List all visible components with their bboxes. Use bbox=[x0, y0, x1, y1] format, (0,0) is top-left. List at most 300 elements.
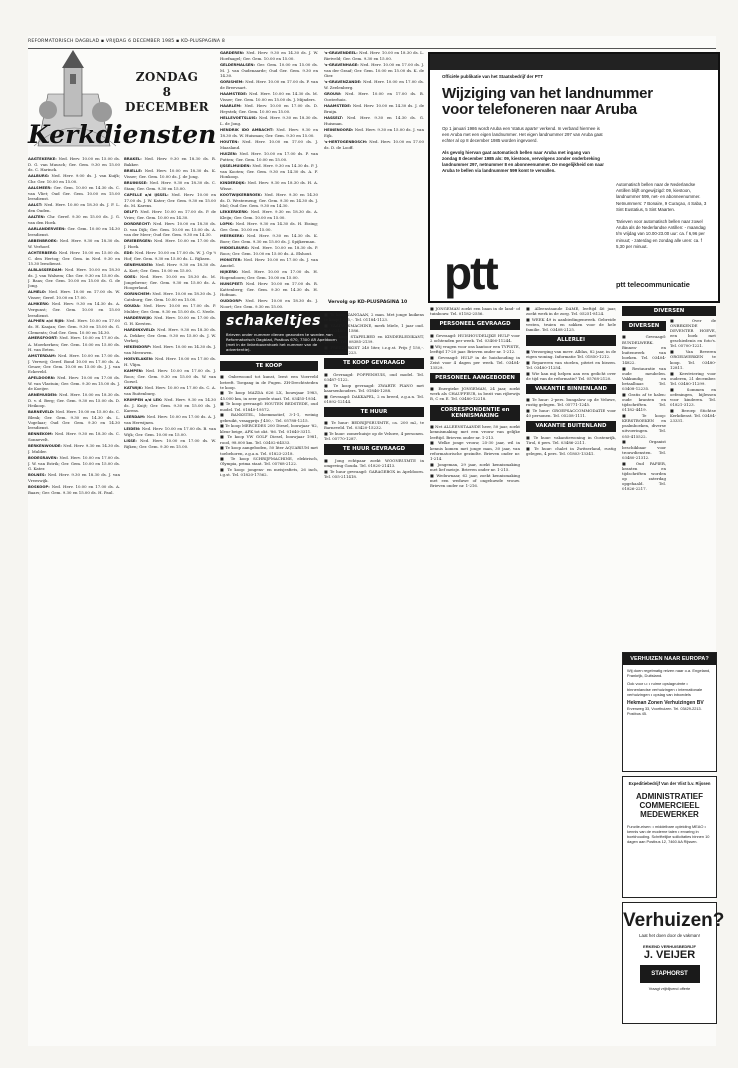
ptt-paragraph-2: Als gevolg hiervan gaat automatisch bellen naar Aruba met ingang van zondag 8 december 1985 als: 09, kiestoon, vervolgens zonder onderbreking landnummer 297, netnummer 8 en abonneenummer. De mogelijkheid om naar Aruba te bellen via landnummer 599 komt te vervallen. bbox=[442, 149, 605, 174]
place-name: NIJKERK: bbox=[220, 270, 242, 275]
service-times: Ned. Herv. 10.00 en 18.30 ds. L. Rietveld; Ger. Gem. 9.30 en 15.00. bbox=[324, 50, 424, 62]
service-times: Ned. Herv. 9.30 en 14.30 ds. H. Eising; Ger. Gem. 10.00 en 15.00. bbox=[220, 221, 318, 233]
place-name: AARLANDERVEEN: bbox=[28, 227, 68, 232]
place-name: HAAMSTEDE: bbox=[324, 104, 353, 109]
service-entry bbox=[124, 209, 216, 220]
service-entry bbox=[28, 289, 120, 300]
service-entry bbox=[220, 209, 318, 220]
classified-ad: ■ Weduwnaar, 62 jaar, zoekt kennismaking met een weduwe of ongehuwde vrouw. Brieven onder nr. 1-216. bbox=[430, 472, 520, 488]
service-entry bbox=[28, 392, 120, 408]
service-times: Ned. Herv. 10.00 en 17.00 ds. B. van Wijk; Ger. Gem. 10.00 en 15.00. bbox=[124, 426, 216, 438]
classified-ad: ■ Onbewoond tot kunst, leest een Voerveld betreft. Toegang in de Fugen. ZH-Drechtsteden te koop. bbox=[220, 374, 318, 390]
service-entry bbox=[28, 226, 120, 237]
classified-column-1 bbox=[220, 358, 318, 1046]
place-name: KINDERDIJK: bbox=[220, 181, 248, 186]
place-name: EDE: bbox=[124, 251, 136, 256]
service-entry bbox=[124, 315, 216, 326]
verhuizen-subtitle: Laat het doen door de vakman! bbox=[639, 933, 700, 938]
service-times: Ned. Herv. 10.00 en 17.00 ds. C. A. van Ruitenburg. bbox=[124, 385, 216, 397]
service-times: Ned. Herv. 10.00 en 18.30 ds. J. van Walsem; Chr. Ger. 9.30 en 15.00 ds. J. Baas; Ger. Gem. 10.00 en 15.00 ds. G. de Jong. bbox=[28, 267, 120, 289]
classified-ad: ■ Te koop gevraagd: ZWARTE PIANO met kaarsenhouders. Tel. 01846-1288. bbox=[324, 382, 424, 393]
service-entry bbox=[28, 250, 120, 266]
verhuizen-ad bbox=[622, 902, 725, 1024]
service-times: Ned. Herv. 10.00 en 17.00 ds. W. Rijken; Ger. Gem. 9.30 en 15.00. bbox=[124, 438, 216, 450]
service-times: Ned. Herv. 10.00 en 17.00 ds. H. Kaajan; Ger. Gem. 9.30 en 15.00 ds. G. Clements; Oud Ger. Gem. 10.00 en 14.30. bbox=[28, 318, 120, 335]
service-times: Ned. Herv. 10.00 en 17.00 ds. J. W. van Estrik; Ger. Gem. 10.00 en 15.00 ds. G. Kater. bbox=[28, 455, 120, 472]
ptt-headline-line-1: Wijziging van het landnummer bbox=[442, 85, 653, 102]
ptt-headline bbox=[442, 86, 712, 118]
classified-column-4 bbox=[526, 306, 616, 1046]
place-name: ABBENBROEK: bbox=[28, 239, 60, 244]
service-entry bbox=[324, 103, 424, 114]
service-times: Ned. Herv. 10.00 en 17.00 ds. J. Hoek. bbox=[124, 238, 216, 250]
classified-ad: ■ Repareren van stoelen, pitriet en biezen. Tel. 03480-11254. bbox=[526, 359, 616, 370]
service-times: Ned. Herv. 9.30 en 14.30 ds. A. Vergunst; Ger. Gem. 10.00 en 15.00 leesdienst. bbox=[28, 301, 120, 318]
classified-ad: ■ Welke jonge vrouw, 25-30 jaar, wil in kennis komen met jonge man, 30 jaar, van reformatorische gezindte. Brieven onder nr. 1-214. bbox=[430, 440, 520, 461]
service-entry bbox=[220, 79, 318, 90]
service-entry bbox=[220, 257, 318, 268]
ptt-right-text bbox=[616, 182, 708, 256]
place-name: HARDERWIJK: bbox=[124, 316, 155, 321]
place-name: GELDERMALSEN: bbox=[220, 62, 257, 67]
classified-ad: ■ WEEK 49 is aanbiedingenweek. Gebreide vesten, truien en sokken voor de hele familie. Tel. 03408-2125. bbox=[526, 316, 616, 333]
service-times: Ned. Herv. 10.00 en 17.00 ds. D. de Looff. bbox=[324, 138, 424, 151]
service-entry bbox=[220, 50, 318, 61]
place-name: LEIDEN: bbox=[124, 427, 142, 432]
service-entry bbox=[28, 185, 120, 201]
ptt-telecom-label: ptt telecommunicatie bbox=[616, 280, 690, 289]
place-name: KOOTWIJKERBROEK: bbox=[220, 193, 265, 198]
ptt-official-label: Officiële publikatie van het Staatsbedrijf der PTT bbox=[442, 74, 544, 79]
service-entry bbox=[324, 115, 424, 126]
service-times: Ned. Herv. 9.30 en 18.30 ds. W. Huisman; Ger. Gem. 9.30 en 15.00. bbox=[220, 127, 318, 139]
section-header: TE HUUR GEVRAAGD bbox=[324, 444, 424, 454]
place-name: ALMKERK: bbox=[28, 302, 52, 307]
service-entry bbox=[220, 115, 318, 126]
service-times: Ned. Herv. 9.30 en 18.30 ds. A. Kleijn; Ger. Gem. 10.00 en 15.00. bbox=[220, 209, 318, 221]
service-times: Ned. Herv. 10.00 en 17.00 ds. J. van der Graaf; Ger. Gem. 10.00 en 15.00 ds. K. de Gier. bbox=[324, 61, 424, 79]
place-name: KAMPEN: bbox=[124, 369, 146, 374]
schakeltjes-note: Brieven onder nummer dienen gezonden te worden aan Reformatorisch Dagblad, Postbus 670, 7300 AR Apeldoorn (met in de linkerbovenhoek het nummer van de advertentie). bbox=[226, 332, 337, 352]
service-times: Ned. Herv. 9.30 en 18.30 ds. A. Dekker; Ger. Gem. 9.30 en 15.00 ds. J. W. Verheij. bbox=[124, 327, 216, 344]
section-header: TE KOOP bbox=[220, 361, 318, 371]
ptt-body bbox=[442, 126, 604, 179]
place-name: HASSELT: bbox=[324, 116, 347, 121]
service-entry bbox=[28, 214, 120, 225]
place-name: ACHTERBERG: bbox=[28, 251, 59, 256]
section-header: TE KOOP GEVRAAGD bbox=[324, 358, 424, 368]
service-entry bbox=[124, 356, 216, 367]
service-times: Ger. Gem. 10.00 en 14.30 leesdienst. bbox=[28, 226, 120, 238]
service-entry bbox=[124, 438, 216, 449]
classified-ad: ■ Sommen en oefeningen, bijlessen voor kinderen. Tel. 01821-3123. bbox=[670, 386, 716, 407]
verhuizen-title: Verhuizen? bbox=[623, 910, 725, 931]
service-entry bbox=[124, 221, 216, 237]
classified-ad: ■ Te huur: zomerhuisje op de Veluwe, 4 personen. Tel. 05770-1287. bbox=[324, 431, 424, 442]
classified-ad: ■ Te huur gevraagd: GARAGEBOX in Apeldoorn. Tel. 055-211418. bbox=[324, 468, 424, 479]
place-name: ALPHEN a/d RIJN: bbox=[28, 319, 67, 324]
classified-ad: ■ Te koop MERCEDES 200 Diesel, bouwjaar '82, kleur beige, APK tot okt. '86. Tel. 01640-3311. bbox=[220, 423, 318, 434]
classified-ad: ■ Restauratie van oude meubelen. Vakkundig en betaalbaar. Tel. 03408-12235. bbox=[622, 365, 666, 392]
service-times: Ned. Herv. 10.00 en 14.30 ds. J. de Bruijn. bbox=[324, 103, 424, 115]
classified-ad: ■ FREEZERKIST 240 liter, i.z.g.st. Prijs ƒ 150,-. Tel. 01858-1223. bbox=[324, 344, 424, 356]
service-times: Ned. Herv. 9.00 ds. J. van Kuijk; Chr. Ger. 10.00 en 15.00. bbox=[28, 173, 120, 185]
ptt-logo: ptt bbox=[444, 247, 497, 299]
service-entry bbox=[124, 385, 216, 396]
place-name: HOUTEN: bbox=[220, 139, 243, 144]
service-entry bbox=[220, 62, 318, 78]
place-name: AMERSFOORT: bbox=[28, 336, 60, 341]
service-times: Ned. Herv. 10.00 en 18.30 ds. J. F. L. den Ouden. bbox=[28, 202, 120, 214]
service-entry bbox=[324, 62, 424, 78]
section-header: TE HUUR bbox=[324, 407, 424, 417]
verhuizen-europa-list: Ook voor u: • ruime opslagruimte • binnenlandse verhuizingen • internationale verhuizingen • opslag van inboedels bbox=[627, 681, 703, 697]
place-name: HAARLEM: bbox=[220, 104, 245, 109]
service-entry bbox=[220, 192, 318, 208]
place-name: BENNEKOM: bbox=[28, 432, 55, 437]
classified-ad: ■ Te huur: 2-pers. bungalow op de Veluwe, rustig gelegen. Tel. 05771-1245. bbox=[526, 397, 616, 408]
place-name: ALBLASSERDAM: bbox=[28, 268, 65, 273]
schakeltjes-title: schakeltjes bbox=[226, 313, 322, 329]
service-times: Ned. Herv. 10.00 en 17.00 ds. W. J. Op 't Hof; Ger. Gem. 9.30 en 15.00 ds. L. Rijksen. bbox=[124, 250, 216, 262]
service-entry bbox=[28, 484, 120, 495]
place-name: 's-HERTOGENBOSCH: bbox=[324, 139, 370, 144]
service-entry bbox=[220, 127, 318, 138]
place-name: ALMELO: bbox=[28, 290, 49, 295]
classified-column-2 bbox=[324, 312, 424, 1046]
place-name: LOPIK: bbox=[220, 222, 236, 227]
place-name: AAGTEKERKE: bbox=[28, 157, 59, 161]
service-entry bbox=[324, 139, 424, 150]
classified-ad: ■ Alleenstaande DAME, leeftijd 46 jaar, zoekt werk in de zorg. Tel. 05251-8124. bbox=[526, 306, 616, 317]
church-column-1 bbox=[28, 156, 120, 1046]
vacancy-company: Expeditiebedrijf Van der Vlist b.v. Rijssen bbox=[628, 781, 711, 786]
verhuizen-city: STAPHORST bbox=[640, 965, 700, 983]
service-times: Ned. Herv. 10.00 en 17.00 ds. P. Mulder; Ger. Gem. 9.30 en 15.00 ds. C. Neele. bbox=[124, 303, 216, 315]
ptt-paragraph-1: Op 1 januari 1986 wordt Aruba een 'status aparte' verkend. In verband hiermee is een Aruba met een eigen landnummer. Het eigen landnummer 297 van Aruba gaat echter al op 8 december 1985 worden ingevoerd. bbox=[442, 126, 603, 144]
service-times: Ned. Herv. 10.00 en 17.00 ds. P. van Putten; Ger. Gem. 10.00 en 15.00. bbox=[220, 150, 318, 163]
service-entry bbox=[324, 127, 424, 138]
service-entry bbox=[28, 431, 120, 442]
classified-ad: ■ Te koop: KERSTBOEKEN en psalmboeken, diverse uitvoeringen. Tel. 055-415522. bbox=[622, 413, 666, 439]
classified-ad: ■ Van Beveren ORGELWERKEN te koop. Tel. 03480-12811. bbox=[670, 349, 716, 370]
place-name: AALST: bbox=[28, 203, 45, 208]
section-header: VAKANTIE BUITENLAND bbox=[526, 421, 616, 431]
place-name: BOSKOOP: bbox=[28, 485, 52, 490]
service-times: Ned. Herv. 10.00 en 17.00 ds. W. van Vlastuin; Ger. Gem. 9.30 en 15.00 ds. J. de Koeijer. bbox=[28, 374, 120, 391]
service-times: Ned. Herv. 10.00 en 17.00 ds. J. Roos; Ger. Gem. 9.30 en 15.00 ds. W. van Gorsel. bbox=[124, 368, 216, 385]
classified-column-5 bbox=[622, 318, 666, 648]
service-entry bbox=[220, 151, 318, 162]
ptt-right-paragraph-2: Tarieven voor automatisch bellen naar zowel Aruba als de Nederlandse Antillen: - maandag t/m vrijdag van 10.00-23.00 uur: ca. f 6,96 per minuut; - zaterdag en zondag alle uren: ca. f 5,30 per minuut. bbox=[616, 219, 706, 249]
classified-ad: ■ Jong echtpaar zoekt WOONRUIMTE in omgeving Gouda. Tel. 01820-21413. bbox=[324, 457, 424, 468]
service-entry bbox=[28, 238, 120, 249]
classified-ad: ■ BANKSTEL, bloemmotief, 3-1-1, weinig gebruikt, vraagprijs ƒ 450,-. Tel. 05788-1215. bbox=[220, 412, 318, 423]
verhuizen-europa-body: Wij doen regelmatig reizen naar o.a. Engeland, Frankrijk, Duitsland. bbox=[627, 668, 711, 679]
place-name: GORINCHEM: bbox=[124, 292, 153, 297]
place-name: BRIELLE: bbox=[124, 168, 145, 173]
verhuizen-europa-title: VERHUIZEN NAAR EUROPA? bbox=[623, 653, 716, 665]
service-entry bbox=[124, 156, 216, 167]
service-entry bbox=[220, 298, 318, 309]
classified-ad: ■ Net ALLEENSTAANDE heer, 50 jaar, zoekt kennismaking met een vrouw van gelijke leeftijd. Brieven onder nr. 1-213. bbox=[430, 424, 520, 440]
place-name: HEINENOORD: bbox=[324, 128, 355, 132]
section-header: ALLERLEI bbox=[526, 335, 616, 345]
service-times: Ned. Herv. 9.30 en 14.30 ds. D. Westerneng; Ger. Gem. 9.30 en 14.30 ds. J. Mol; Oud Ger. Gem. 9.30 en 14.30. bbox=[220, 192, 318, 209]
place-name: HEKENDORP: bbox=[124, 345, 153, 350]
place-name: ARNEMUIDEN: bbox=[28, 392, 60, 397]
service-times: Ned. Herv. 9.30 en 18.30 ds. W. Verhoef. bbox=[28, 238, 120, 250]
ptt-top-bar bbox=[430, 54, 718, 70]
place-name: LISSE: bbox=[124, 439, 141, 444]
service-times: Ned. Herv. 10.00 en 18.30 ds. K. Visser; Ger. Gem. 10.00 ds. J. de Jong. bbox=[124, 167, 216, 180]
place-name: HOEVELAKEN: bbox=[124, 357, 155, 362]
service-times: Ned. Herv. 10.00 en 18.30 ds. J. Catsburg; Ger. Gem. 10.00 en 15.00. bbox=[124, 291, 216, 303]
classified-ad: ■ Te koop aangeboden, 50 liter AQUARIUM met toebehoren, z.g.a.n. Tel. 01823-2318. bbox=[220, 445, 318, 456]
service-entry bbox=[124, 168, 216, 179]
section-header: VAKANTIE BINNENLAND bbox=[526, 384, 616, 394]
service-entry bbox=[28, 318, 120, 334]
place-name: DORDRECHT: bbox=[124, 222, 154, 227]
service-times: Ned. Herv. 10.00 en 18.30 ds. M. Jongebreur; Ger. Gem. 9.30 en 15.00 ds. A. Hoogerland. bbox=[124, 274, 216, 291]
service-entry bbox=[324, 50, 424, 61]
service-entry bbox=[124, 327, 216, 343]
classified-ad: ■ Wie kan mij helpen aan een gedicht over de tijd van de reformatie? Tel. 05768-2120. bbox=[526, 370, 616, 381]
service-entry bbox=[28, 202, 120, 213]
service-entry bbox=[124, 250, 216, 261]
classified-ad: ■ Te koop: jongens- en meisjesfiets, 26 inch, i.g.st. Tel. 01820-17562. bbox=[220, 467, 318, 478]
service-entry bbox=[220, 221, 318, 232]
verhuizen-name: J. VEIJER bbox=[643, 949, 696, 961]
service-entry bbox=[220, 269, 318, 280]
service-entry bbox=[324, 79, 424, 90]
service-entry bbox=[28, 443, 120, 454]
place-name: CAPELLE a/d IJSSEL: bbox=[124, 192, 172, 197]
service-times: Ned. Herv. 9.30 en 18.30 ds. C. Stam; Ger. Gem. 9.30 en 15.00. bbox=[124, 179, 216, 192]
classified-ad: ■ Te koop VW GOLF Diesel, bouwjaar 1981, rood, 98.000 km. Tel. 03402-64533. bbox=[220, 434, 318, 445]
place-name: LEKKERKERK: bbox=[220, 210, 251, 215]
place-name: 's-GRAVENZANDE: bbox=[324, 80, 364, 85]
service-times: Ned. Herv. 9.30 en 18.30 ds. H. A. Wisse. bbox=[220, 180, 318, 192]
vacancy-ad bbox=[622, 776, 717, 898]
place-name: AALBURG: bbox=[28, 174, 52, 179]
vervolg-note: Vervolg op KD-PLUSPAGINA 10 bbox=[328, 300, 408, 305]
classified-ad: ■ JONGEMAN zoekt een baan in de land- of tuinbouw. Tel. 01182-2556. bbox=[430, 306, 520, 317]
service-times: Ned. Herv. 10.00 en 15.00 ds. C. den Hertog; Ger. Gem. in Ned. 9.30 en 15.30 leesdienst. bbox=[28, 250, 120, 267]
place-name: OUDDORP: bbox=[220, 299, 246, 304]
place-name: BOLNES: bbox=[28, 473, 48, 478]
service-times: Ned. Herv. 10.00 en 17.00 ds. A. J. van Herwijnen. bbox=[124, 414, 216, 426]
service-times: Ned. Herv. 10.00 en 17.00 ds. H. Hogendoorn; Ger. Gem. 10.00 en 15.00. bbox=[220, 269, 318, 281]
service-entry bbox=[124, 192, 216, 208]
service-times: Ned. Herv. 10.00 en 15.00 ds. C. Blenk; Ger. Gem. 9.30 en 14.30 ds. L. Vogelaar; Oud Ger. Gem. 9.30 en 14.30 leesdienst. bbox=[28, 408, 120, 431]
place-name: NUNSPEET: bbox=[220, 282, 246, 286]
section-header: CORRESPONDENTIE en KENNISMAKING bbox=[430, 405, 520, 422]
date-heading bbox=[124, 70, 210, 115]
place-name: IJSSELMUIDEN: bbox=[220, 163, 253, 168]
ptt-right-paragraph-1: Automatisch bellen naar de Nederlandse Antillen blijft ongewijzigd: 09, kiestoon, landnummer 599, net- en abonneenummer. Netnummers: 7 Bonaire, 9 Curaçao, 4 Saba, 3 Sint Eustatius, 5 Sint Maarten. bbox=[616, 182, 707, 212]
service-times: Ned. Herv. 9.30 en 14.30 ds. J. Mulder. bbox=[28, 443, 120, 455]
service-times: Ned. Herv. 10.00 en 18.30 ds. J. Noort; Ger. Gem. 9.30 en 15.00. bbox=[220, 298, 318, 310]
service-times: Ned. Herv. 10.00 en 17.00 ds. W. Visser; Geref. 10.00 en 17.00. bbox=[28, 289, 120, 301]
service-times: Ned. Herv. 10.00 en 17.00 ds. P. van de Breevaart. bbox=[220, 79, 318, 91]
service-entry bbox=[220, 139, 318, 150]
place-name: HAAMSTEDE: bbox=[220, 92, 250, 97]
kerkdiensten-title: Kerkdiensten bbox=[28, 120, 217, 149]
service-entry bbox=[220, 233, 318, 244]
service-entry bbox=[124, 180, 216, 191]
classified-ad: ■ Gevraagd: HUISHOUDELIJKE HULP voor 2 ochtenden per week. Tel. 03406-11244. bbox=[430, 332, 520, 343]
place-name: BARNEVELD: bbox=[28, 409, 56, 414]
service-times: Ned. Herv. 10.00 en 17.00 ds. D. Heystek; Ger. Gem. 10.00 en 15.00. bbox=[220, 103, 318, 115]
ptt-advertisement bbox=[428, 52, 720, 303]
classified-column-6 bbox=[670, 318, 716, 648]
service-entry bbox=[28, 472, 120, 483]
classified-column-3 bbox=[430, 306, 520, 1046]
classified-ad: ■ Kerstviering voor ouderen, 21 december. Tel. 03480-11299. bbox=[670, 370, 716, 386]
service-times: Ned. Herv. 9.30 en 18.30 ds. C. Sonnevelt. bbox=[28, 431, 120, 443]
place-name: HUIZEN: bbox=[220, 151, 240, 156]
classified-ad: ■ Gratis af te halen: oude kranten en tijdschriften. Tel. 01182-4419. bbox=[622, 392, 666, 413]
verhuizen-europa-ad bbox=[622, 652, 717, 772]
place-name: HARDINXVELD: bbox=[124, 328, 158, 333]
service-entry bbox=[220, 91, 318, 102]
service-times: Ned. Herv. 10.00 en 17.00 ds. A. Moerkerken; Ger. Gem. 10.00 en 15.00 ds. H. van Eeten. bbox=[28, 335, 120, 352]
zondag-label: ZONDAG bbox=[135, 70, 199, 84]
service-entry bbox=[220, 163, 318, 179]
place-name: BERKENWOUDE: bbox=[28, 444, 64, 449]
place-name: AMSTERDAM: bbox=[28, 353, 59, 358]
service-entry bbox=[124, 414, 216, 425]
service-times: Ned. Herv. 10.00 en 17.00 ds. J. Maasland. bbox=[220, 138, 318, 151]
service-entry bbox=[324, 91, 424, 102]
section-header: PERSONEEL AANGEBODEN bbox=[430, 373, 520, 383]
service-times: Ned. Herv. 9.30 en 14.30 ds. K. Boer; Ger. Gem. 9.30 en 15.00 ds. J. Spijkerman. bbox=[220, 233, 318, 245]
service-times: Ned. Herv. 10.00 en 14.30 ds. J. van Meeuwen. bbox=[124, 344, 216, 356]
classified-ad: ■ Te huur: BEDRIJFSRUIMTE, ca. 200 m2, te Barneveld. Tel. 03420-15232. bbox=[324, 420, 424, 431]
place-name: 's-GRAVENHAGE: bbox=[324, 62, 361, 67]
date-label: 8 DECEMBER bbox=[125, 85, 209, 114]
service-entry bbox=[28, 375, 120, 391]
service-times: Ned. Herv. 9.30 en 18.30 ds. J. van Vreeswijk. bbox=[28, 472, 120, 484]
service-entry bbox=[124, 238, 216, 249]
service-entry bbox=[124, 344, 216, 355]
place-name: MONSTER: bbox=[220, 258, 244, 263]
place-name: BRUINISSE: bbox=[124, 180, 150, 185]
service-entry bbox=[28, 409, 120, 430]
newspaper-page bbox=[28, 36, 725, 1046]
service-times: Ger. Gem. 10.00 en 15.00 ds. M. J. van Oudenaarde; Oud Ger. Gem. 9.30 en 14.30. bbox=[220, 61, 318, 79]
service-entry bbox=[28, 353, 120, 374]
vacancy-title: ADMINISTRATIEF COMMERCIEEL MEDEWERKER bbox=[636, 792, 703, 820]
place-name: KRIMPEN a/d LEK: bbox=[124, 398, 165, 403]
place-name: APELDOORN: bbox=[28, 375, 58, 380]
classified-ad: ■ Oud PAPIER, kranten en tijdschriften worden op zaterdag opgehaald. Tel. 01826-2217. bbox=[622, 460, 666, 492]
verhuizen-firm-label: ERKEND VERHUISBEDRIJF bbox=[643, 944, 696, 949]
service-entry bbox=[220, 245, 318, 256]
place-name: HELLEVOETSLUIS: bbox=[220, 116, 259, 121]
place-name: LEERDAM: bbox=[124, 415, 147, 420]
classified-ad: ■ Verzorging van mevr. Alblas, 82 jaar, in de eigen woning. Informatie Tel. 01850-1212. bbox=[526, 348, 616, 359]
place-name: GENEMUIDEN: bbox=[124, 263, 156, 268]
hekman-address: Ervenweg 33, Voorthuizen. Tel. 03429-2213. Postbus 45. bbox=[627, 707, 702, 717]
diversen-header: DIVERSEN bbox=[622, 306, 716, 316]
classified-ad: ■ Gevraagd: HULP in de huishouding in Zeist voor 4 dagen per week. Tel. 03404-13529. bbox=[430, 354, 520, 370]
service-times: Ned. Herv. 9.30 en 14.30 ds. P. J. van Kooten; Ger. Gem. 9.30 en 14.30 ds. A. F. Honkoop. bbox=[220, 162, 318, 180]
service-entry bbox=[220, 103, 318, 114]
place-name: DELFT: bbox=[124, 210, 141, 215]
service-times: Chr. Geref. 9.30 en 15.00 ds. J. G. van den Hoek. bbox=[28, 214, 120, 226]
service-times: Ned. Herv. 10.00 en 18.30 ds. P. Roos; Ger. Gem. 10.00 en 15.00 ds. A. Elshout. bbox=[220, 245, 318, 257]
service-times: Ger. Gem. 10.00 en 14.30 ds. C. van Vliet; Oud Ger. Gem. 10.00 en 15.00 leesdienst. bbox=[28, 185, 120, 202]
place-name: GARDEREN: bbox=[220, 51, 247, 55]
service-entry bbox=[28, 267, 120, 288]
service-times: Ned. Herv. 10.00 en 14.30 ds. M. Visser; Ger. Gem. 10.00 en 15.00 ds. J. Mijnders. bbox=[220, 91, 318, 103]
service-times: Ned. Herv. 10.00 en 17.00 ds. P. de Vries; Ger. Gem. 10.00 en 14.30. bbox=[124, 209, 216, 221]
classified-ad: ■ Jongeman, 29 jaar, zoekt kennismaking met lief meisje. Brieven onder nr. 1-215. bbox=[430, 461, 520, 472]
classified-ad: ■ Te huur: vakantiewoning in Oostenrijk, Tirol, 6 pers. Tel. 03486-2211. bbox=[526, 434, 616, 445]
service-entry bbox=[28, 455, 120, 471]
hekman-name: Hekman Zonen Verhuizingen BV bbox=[627, 700, 704, 707]
place-name: GROUW: bbox=[324, 92, 346, 97]
service-times: Ned. Herv. 10.00 en 17.00 ds. A. Baars; Ger. Gem. 9.30 en 15.00 ds. H. Paul. bbox=[28, 484, 120, 496]
service-times: Ned. Herv. 9.30 en 14.30 ds. J. Kuijt; Ger. Gem. 9.30 en 15.00 ds. J. Karens. bbox=[124, 397, 216, 414]
place-name: GOES: bbox=[124, 275, 140, 280]
place-name: DRIEBERGEN: bbox=[124, 239, 154, 244]
service-times: Ned. Herv. 9.30 en 14.30 ds. J. W. Hoefnagel; Ger. Gem. 10.00 en 15.00. bbox=[220, 50, 318, 62]
section-header: DIVERSEN bbox=[622, 321, 666, 331]
place-name: BODEGRAVEN: bbox=[28, 456, 60, 461]
classified-ad: ■ Te koop SCHRIJFMACHINE, elektrisch, Olympia, prima staat. Tel. 05768-2122. bbox=[220, 456, 318, 467]
verhuizen-offerte: Vraagt vrijblijvend offerte bbox=[648, 987, 691, 991]
service-times: Ned. Herv. 9.30 en 18.30 ds. A. Kort; Ger. Gem. 10.00 en 15.00. bbox=[124, 262, 216, 274]
ptt-headline-line-2: voor telefoneren naar Aruba bbox=[442, 101, 637, 118]
place-name: AALSMEER: bbox=[28, 186, 54, 191]
classified-ad: ■ Gevraagd: POPPENHUIS, oud model. Tel. 03487-1122. bbox=[324, 371, 424, 382]
service-times: Ned. Herv. 10.00 en 18.30 ds. D. v. d. Berg; Ger. Gem. 9.30 en 15.00 ds. D. Heikoop. bbox=[28, 391, 120, 408]
page-header: REFORMATORISCH DAGBLAD ▪ VRIJDAG 6 DECEMBER 1985 ▪ KD-PLUSPAGINA 8 bbox=[28, 36, 716, 49]
service-entry bbox=[28, 301, 120, 317]
service-times: Ned. Herv. 10.00 en 17.00 ds. J. Verweij; Geref. Bond 10.00 en 17.00 ds. A. Geuze; Ger. Gem. 10.00 en 15.00 ds. J. J. van Eckeveld. bbox=[28, 352, 120, 374]
classified-ad: ■ Te koop ZANGAAN, 2 man. Met jonge kuikens te koop ƒ 225,-. Tel. 01184-1123. bbox=[324, 312, 424, 323]
church-column-4 bbox=[324, 50, 424, 298]
classified-ad: ■ Te huur: GROEPSACCOMMODATIE voor 40 personen. Tel. 05258-1111. bbox=[526, 408, 616, 419]
classified-ad: ■ Energieke JONGEMAN, 24 jaar, zoekt werk als CHAUFFEUR, in bezit van rijbewijs B, C en E. Tel. 03480-12218. bbox=[430, 386, 520, 402]
service-times: Ned. Herv. 9.30 en 18.30 ds. L. de Jong. bbox=[220, 115, 318, 127]
vacancy-body: Functie-eisen: • middelbare opleiding MEAO • kennis van de moderne talen • ervaring in boekhouding. Schriftelijke sollicitaties binnen 10 dagen aan Postbus 12, 7460 AA Rijssen. bbox=[627, 824, 710, 845]
section-header: PERSONEEL GEVRAAGD bbox=[430, 319, 520, 329]
service-entry bbox=[124, 303, 216, 314]
service-times: Ned. Herv. 10.00 en 17.00 ds. J. van Amstel. bbox=[220, 257, 318, 269]
service-entry bbox=[220, 281, 318, 297]
service-entry bbox=[124, 274, 216, 290]
classified-ad: ■ Beroep Stichtse Kerkdienst. Tel. 03404-23331. bbox=[670, 407, 716, 423]
classified-ad: ■ Gevraagd: BUNDELWERK. Binnen- en buitenwerk van boeken. Tel. 03404-14822. bbox=[622, 334, 666, 365]
classified-ad: ■ Te koop gevraagd: HOUTEN BEDSTEDE, oud model. Tel. 01840-19572. bbox=[220, 401, 318, 412]
church-column-2 bbox=[124, 156, 216, 1046]
service-times: Ned. Herv. 10.00 en 17.00 ds. R. Kattenberg; Ger. Gem. 9.30 en 14.30 ds. H. Hofman. bbox=[220, 281, 318, 298]
place-name: GOUDA: bbox=[124, 304, 144, 309]
service-times: Ned. Herv. 9.30 en 15.00 ds. J. van Eijk. bbox=[324, 127, 424, 139]
place-name: GORISHEM: bbox=[220, 80, 246, 85]
service-entry bbox=[124, 291, 216, 302]
service-times: Ned. Herv. 9.30 en 18.30 ds. R. Bakker. bbox=[124, 156, 216, 168]
classified-ad: ■ Organist beschikbaar voor trouwdiensten. Tel. 03480-21312. bbox=[622, 439, 666, 460]
classified-ad: ■ Wij vragen voor ons kantoor een TYPISTE, leeftijd 17-20 jaar. Brieven onder nr. 1-212. bbox=[430, 343, 520, 354]
church-column-3 bbox=[220, 50, 318, 310]
service-times: Ned. Herv. 10.00 en 17.00 ds. W. Zeelenberg. bbox=[324, 79, 424, 91]
service-entry bbox=[28, 335, 120, 351]
